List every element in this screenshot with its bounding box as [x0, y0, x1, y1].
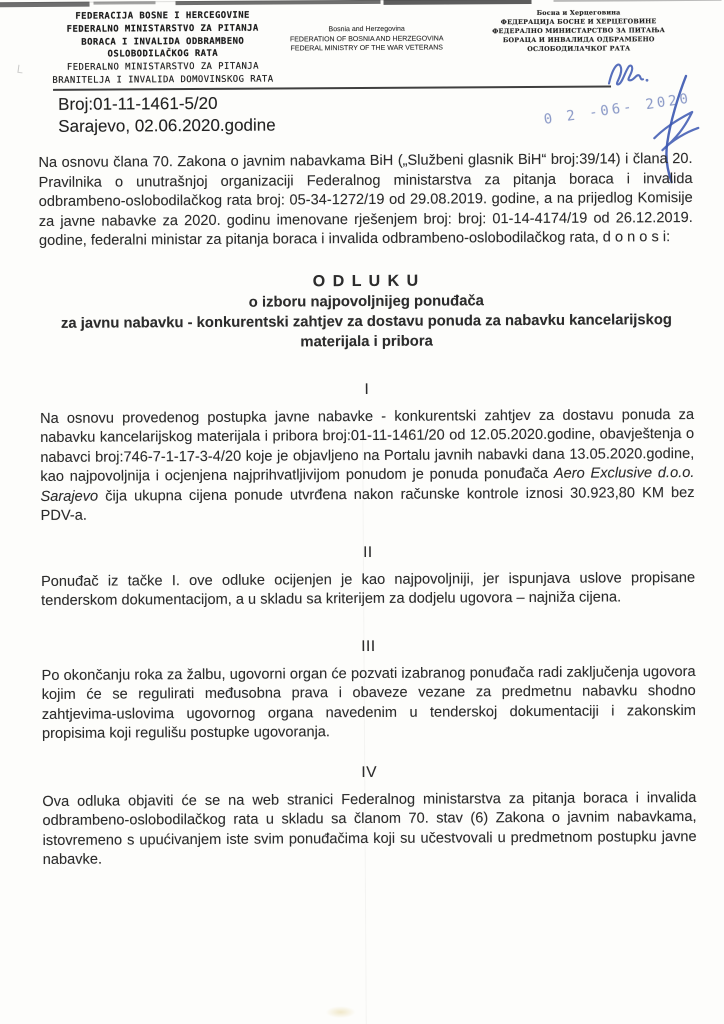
section-4 — [42, 761, 697, 870]
paper-stain — [326, 1006, 356, 1018]
letterhead-line: BORACA I INVALIDA ODBRAMBENO — [81, 36, 245, 48]
section-paragraph — [40, 405, 695, 526]
section-3 — [41, 635, 696, 744]
letterhead-cyrillic — [484, 8, 674, 54]
letterhead-line: BRANITELJA I INVALIDA DOMOVINSKOG RATA — [52, 74, 274, 86]
scan-stray-mark — [17, 65, 23, 74]
letterhead-line: ОСЛОБОДИЛАЧКОГ РАТА — [527, 44, 631, 53]
document-body — [38, 150, 696, 870]
letterhead-line: FEDERALNO MINISTARSTVO ZA PITANJA — [66, 61, 259, 73]
section-numeral: IV — [361, 763, 378, 781]
letterhead-line: FEDERALNO MINISTARSTVO ZA PITANJA — [66, 23, 259, 35]
section-paragraph: Ponuđač iz tačke I. ove odluke ocijenjen je kao najpovoljniji, jer ispunjava uslove propisane tenderskom dokumentacijom, a u skladu sa kriterijem za dodjelu ugovora – najniža cijena. — [40, 569, 696, 609]
letterhead-bosnian — [36, 9, 290, 87]
letterhead-line: Bosnia and Herzegovina — [328, 25, 405, 34]
intro-paragraph: Na osnovu člana 70. Zakona o javnim nabavkama BiH („Službeni glasnik BiH“ broj:39/14) i člana 20. Pravilnika o unutrašnjoj organizaciji Federalnog ministarstva za pitanja boraca i invalida odbrambeno-oslobodilačkog rata broj: 05-34-1272/19 od 29.08.2019. godine, a na prijedlog Komisije za javne nabavke za 2020. godinu imenovane rješenjem broj: broj: 01-14-4174/19 od 26.12.2019. godine, federalni ministar za pitanja boraca i invalida odbrambeno-oslobodilačkog rata, d o n o s i: — [38, 150, 693, 249]
letterhead-english — [276, 24, 458, 54]
letterhead-line: ФЕДЕРАЛНО МИНИСТАРСТВО ЗА ПИТАЊА — [492, 26, 666, 36]
section-numeral: I — [364, 380, 370, 398]
decision-title — [39, 268, 693, 353]
section-1 — [40, 378, 695, 526]
letterhead-line: FEDERATION OF BOSNIA AND HERZEGOVINA — [289, 35, 444, 44]
letterhead-line: FEDERAL MINISTRY OF THE WAR VETERANS — [290, 44, 443, 53]
letterhead-line: ФЕДЕРАЦИЈА БОСНЕ И ХЕРЦЕГОВИНЕ — [500, 17, 657, 27]
bidder-name: Aero Exclusive d.o.o. Sarajevo — [40, 464, 695, 505]
section-numeral: II — [363, 543, 373, 561]
section-text: čija ukupna cijena ponude utvrđena nakon računske kontrole iznosi 30.923,80 KM bez PDV-a. — [40, 484, 695, 524]
reference-block — [58, 93, 276, 137]
section-text: Na osnovu provedenog postupka javne nabavke - konkurentski zahtjev za dostavu ponuda za nabavku kancelarijskog materijala i pribora broj:01-11-1461/20 od 12.05.2020.godine, obavještenja o nabavci broj:746-7-1-17-3-4/20 koje je objavljeno na Portalu javnih nabavki dana 13.05.2020.godine, kao najpovoljnija i ocjenjena najprihvatljivijom ponudom je ponuda ponuđača — [39, 406, 695, 485]
section-2 — [41, 541, 695, 611]
letterhead-line: OSLOBODILAČKOG RATA — [107, 49, 219, 60]
scan-edge-segment — [553, 0, 721, 2]
letterhead-line: FEDERACIJA BOSNE I HERCEGOVINE — [75, 10, 250, 22]
section-numeral: III — [361, 637, 376, 655]
letterhead-line: Босна и Херцеговина — [536, 8, 621, 17]
section-paragraph: Ova odluka objaviti će se na web stranici Federalnog ministarstva za pitanja boraca i invalida odbrambeno-oslobodilačkog rata u skladu sa članom 70. stav (6) Zakona o javnim nabavkama, istovremeno s upućivanjem iste svim ponuđačima koji su učestvovali u predmetnom postupku javne nabavke. — [42, 789, 697, 868]
place-and-date: Sarajevo, 02.06.2020.godine — [58, 115, 276, 136]
decision-title-sub: za javnu nabavku - konkurentski zahtjev za dostavu ponuda za nabavku kancelarijskog materijala i pribora — [60, 311, 672, 350]
decision-title-main: O D L U K U — [312, 272, 420, 290]
decision-title-sub: o izboru najpovoljnijeg ponuđača — [248, 292, 484, 311]
reference-number: Broj:01-11-1461-5/20 — [58, 93, 218, 114]
date-stamp: 0 2 -06- 2020 — [542, 90, 693, 129]
letterhead-line: БОРАЦА И ИНВАЛИДА ОДБРАМБЕНО — [502, 35, 655, 45]
section-paragraph: Po okončanju roka za žalbu, ugovorni organ će pozvati izabranog ponuđača radi zaključenja ugovora kojim će se regulirati međusobna prava i obaveze vezane za predmetnu nabavku shodno zahtjevima-uslovima ugovornog organa navedenim u tenderskoj dokumentaciji i zakonskim propisima koji regulišu postupke ugovoranja. — [41, 663, 696, 742]
